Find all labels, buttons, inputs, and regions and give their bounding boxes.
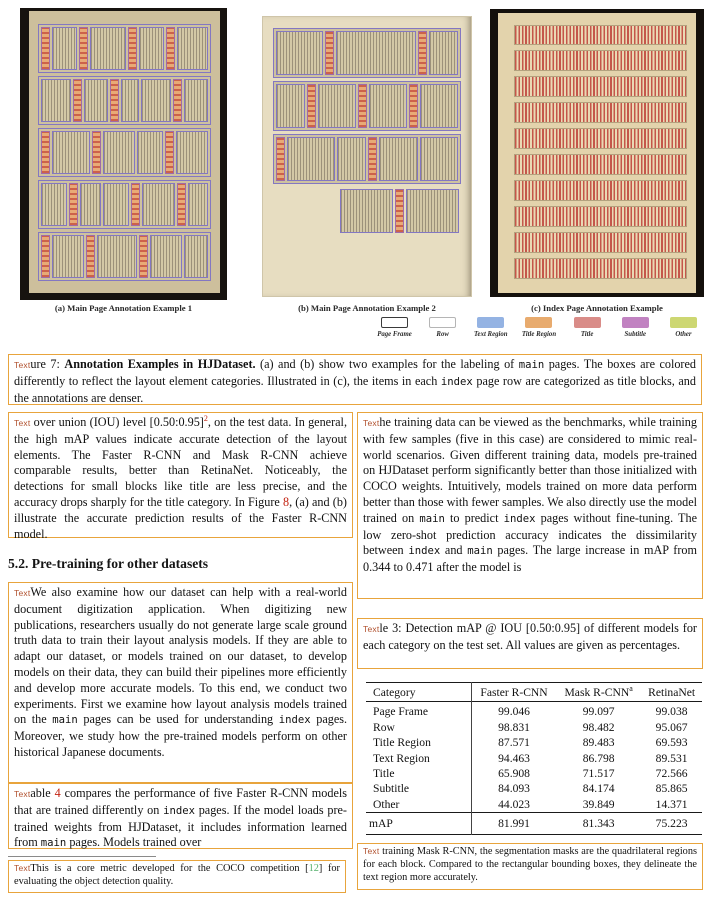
table-row: Text Region 94.463 86.798 89.531: [366, 751, 702, 766]
annotation-example-image-b: [262, 16, 472, 297]
left-footnote: TextThis is a core metric developed for the COCO competition [12] for evaluating the object detection quality.: [8, 860, 346, 893]
footnote-separator: [8, 856, 156, 857]
annotation-example-image-c: [490, 9, 704, 297]
table-row: Subtitle 84.093 84.174 85.865: [366, 781, 702, 796]
left-paragraph-1: Text over union (IOU) level [0.50:0.95]$^2$, on the test data. In general, the high mAP values indicate accurate detection of the layout elements. The Faster R-CNN and Mask R-CNN achieve comparable results, better than RetinaNet. Noticeably, the detections for small blocks like title are less precise, and the accuracy drops sharply for the title category. In Figure 8, (a) and (b) illustrate the accurate prediction results of the Faster R-CNN model.: [8, 412, 353, 538]
table-row: Page Frame 99.046 99.097 99.038: [366, 702, 702, 720]
annotation-tag: Text: [14, 360, 31, 370]
annotation-tag: Text: [14, 588, 31, 598]
table-footnote-marker: a: [629, 683, 633, 693]
figure7-caption: Texture 7: Annotation Examples in HJDataset. (a) and (b) show two examples for the labeling of main pages. The boxes are colored differently to reflect the layout element categories. Illustrated in (c), the items in each index page row are categorized as title blocks, and the annotations are denser.: [8, 354, 702, 405]
left-paragraph-3: Textable 4 compares the performance of five Faster R-CNN models that are trained differently on index pages. If the model loads pre-trained weights from HJDataset, it includes information learned from main pages. Models trained over: [8, 783, 353, 849]
annotation-tag: Text: [14, 418, 31, 428]
table3-caption: Textle 3: Detection mAP @ IOU [0.50:0.95] of different models for each category on the test set. All values are given as percentages.: [357, 618, 703, 669]
title-region-swatch: [525, 317, 552, 328]
table3-footnote: Text training Mask R-CNN, the segmentation masks are the quadrilateral regions for each block. Compared to the rectangular bounding boxes, they delineate the text region more accurately.: [357, 843, 703, 890]
annotation-tag: Text: [363, 846, 380, 856]
subtitle-swatch: [622, 317, 649, 328]
table-row: Title 65.908 71.517 72.566: [366, 766, 702, 781]
table-row: Row 98.831 98.482 95.067: [366, 720, 702, 735]
subfigure-caption-a: (a) Main Page Annotation Example 1: [54, 303, 193, 313]
annotation-tag: Text: [14, 789, 31, 799]
legend-item-title-region: Title Region: [516, 317, 561, 338]
legend-item-subtitle: Subtitle: [613, 317, 658, 338]
figure-reference[interactable]: 8: [283, 494, 290, 509]
row-swatch: [429, 317, 456, 328]
legend-item-row: Row: [420, 317, 465, 338]
category-legend: [372, 317, 706, 338]
subfigure-caption-b: (b) Main Page Annotation Example 2: [298, 303, 436, 313]
table3-header-row: Category Faster R-CNN Mask R-CNN$^a$ RetinaNet: [366, 683, 702, 702]
subfigure-caption-c: (c) Index Page Annotation Example: [531, 303, 663, 313]
section-heading: 5.2. Pre-training for other datasets: [8, 556, 209, 571]
table-map-row: mAP 81.991 81.343 75.223: [366, 813, 702, 834]
legend-item-other: Other: [661, 317, 706, 338]
legend-item-text-region: Text Region: [468, 317, 513, 338]
left-paragraph-2: TextWe also examine how our dataset can help with a real-world document digitization application. When digitizing new publications, researchers usually do not generate large scale ground truth data to train their layout analysis models. If they are able to adapt our dataset, or models trained on our dataset, to develop models on their data, they can build their pipelines more efficiently and develop more accurate models. To this end, we conduct two experiments. First we examine how layout analysis models trained on the main pages can be used for understanding index pages. Moreover, we study how the pre-trained models perform on other historical Japanese documents.: [8, 582, 353, 783]
citation-link[interactable]: 12: [308, 863, 319, 874]
table-row: Title Region 87.571 89.483 69.593: [366, 735, 702, 750]
footnote-marker: 2: [203, 413, 208, 423]
annotation-tag: Text: [14, 863, 31, 873]
table3: [366, 682, 702, 835]
annotation-tag: Text: [363, 418, 380, 428]
page-frame-swatch: [381, 317, 408, 328]
title-swatch: [574, 317, 601, 328]
right-paragraph-1: Texthe training data can be viewed as the benchmarks, while training with few samples (five in this case) are considered to mimic real-world scenarios. Given different training data, models pre-trained on HJDataset perform significantly better than those initialized with COCO weights. Intuitively, models trained on more data perform better than those with fewer samples. We also directly use the model trained on main to predict index pages without fine-tuning. The low zero-shot prediction accuracy indicates the dissimilarity between index and main pages. The large increase in mAP from 0.344 to 0.471 after the model is: [357, 412, 703, 599]
table-row: Other 44.023 39.849 14.371: [366, 797, 702, 813]
legend-item-title: Title: [565, 317, 610, 338]
table-reference[interactable]: 4: [54, 786, 61, 800]
annotation-example-image-a: [20, 8, 227, 300]
legend-item-page-frame: Page Frame: [372, 317, 417, 338]
annotation-tag: Text: [363, 624, 380, 634]
text-region-swatch: [477, 317, 504, 328]
other-swatch: [670, 317, 697, 328]
